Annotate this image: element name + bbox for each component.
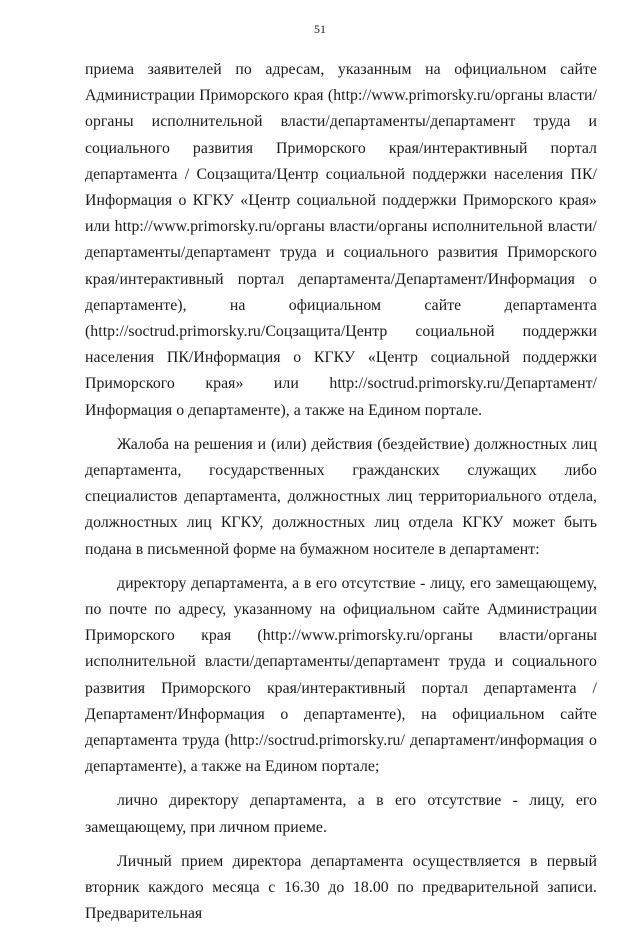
paragraph-reception-addresses: приема заявителей по адресам, указанным на официальном сайте Администрации Приморского края (http://www.primorsky.ru/органы власти/органы исполнительной власти/департаменты/департамент труда и социального развития Приморского края/интерактивный портал департамента / Соцзащита/Центр социальной поддержки населения ПК/Информация о КГКУ «Центр социальной поддержки Приморского края» или http://www.primorsky.ru/органы власти/органы исполнительной власти/департаменты/департамент труда и социального развития Приморского края/интерактивный портал департамента/Департамент/Информация о департаменте), на официальном сайте департамента (http://soctrud.primorsky.ru/Соцзащита/Центр социальной поддержки населения ПК/Информация о КГКУ «Центр социальной поддержки Приморского края» или http://soctrud.primorsky.ru/Департамент/Информация о департаменте), а также на Едином портале. [85,61,597,419]
paragraph-in-person: лично директору департамента, а в его отсутствие - лицу, его замещающему, при личном приеме. [85,792,597,836]
paragraph-by-mail: директору департамента, а в его отсутствие - лицу, его замещающему, по почте по адресу, указанному на официальном сайте Администрации Приморского края (http://www.primorsky.ru/органы власти/органы исполнительной власти/департаменты/департамент труда и социального развития Приморского края/интерактивный портал департамента /Департамент/Информация о департаменте), на официальном сайте департамента труда (http://soctrud.primorsky.ru/ департамент/информация о департаменте), а также на Едином портале; [85,574,597,776]
paragraph-personal-reception: Личный прием директора департамента осуществляется в первый вторник каждого месяца с 16.30 до 18.00 по предварительной записи. Предварительная [85,852,597,923]
document-body [85,57,597,928]
page-number: 51 [314,22,326,36]
paragraph-complaint: Жалоба на решения и (или) действия (бездействие) должностных лиц департамента, государственных гражданских служащих либо специалистов департамента, должностных лиц территориального отдела, должностных лиц КГКУ, должностных лиц отдела КГКУ может быть подана в письменной форме на бумажном носителе в департамент: [85,435,597,558]
